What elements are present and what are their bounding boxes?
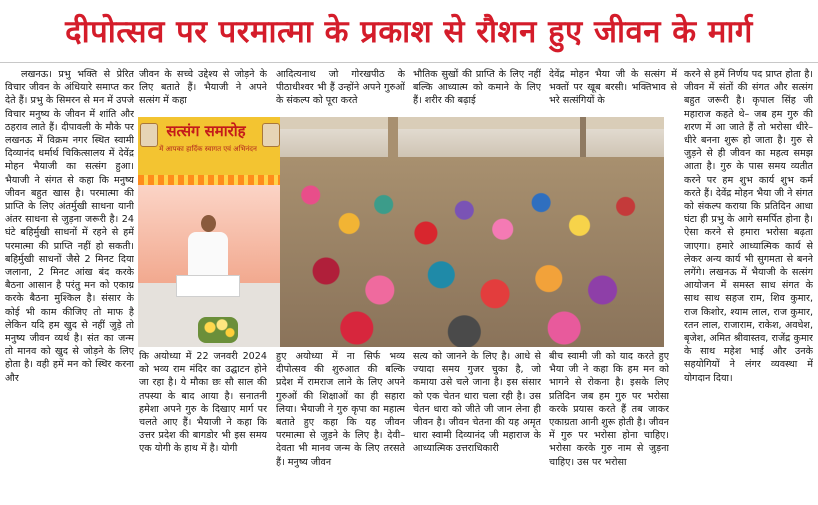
article-text-col2-top: जीवन के सच्चे उद्देश्य से जोड़ने के लिए बताते हैं। भैयाजी ने अपने सत्संग में कहा [139,69,267,107]
article-text-col3-top: आदित्यनाथ जो गोरखपीठ के पीठाधीश्वर भी हैं उन्होंने अपने गुरुओं के संकल्प को पूरा करते [276,69,405,107]
article-text-col2-bottom: कि अयोध्या में 22 जनवरी 2024 को भव्य राम मंदिर का उद्घाटन होने जा रहा है। ये मौका छः सौ साल की तपस्या के बाद आया है। सनातनी हमेशा अपने गुरु के दिखाए मार्ग पर चलते आए हैं। भैयाजी ने कहा कि उत्तर प्रदेश की बागडोर भी इस समय एक योगी के हाथ में है। योगी [139,351,267,455]
guru-portrait-right [262,123,280,147]
article-text-col1: लखनऊ। प्रभु भक्ति से प्रेरित विचार जीवन के अंधियारे समाप्त कर देते हैं। प्रभु के सिमरन से मन में उपजे विचार मनुष्य के जीवन में शांति और ठहराव लाते हैं। दीपावली के मौके पर लखनऊ में विक्रम नगर स्थित स्वामी दिव्यानंद धर्मार्थ चिकित्सालय में देवेंद्र मोहन भैयाजी का सत्संग हुआ। भैयाजी ने संगत से कहा कि मनुष्य जीवन बहुत खास है। परमात्मा की प्राप्ति के लिए अंतर्मुखी साधना यानी अंतर साधना से जुड़ना जरूरी है। 24 घंटे बहिर्मुखी साधनों में रहने से हमें परमात्मा की प्राप्ति नहीं हो सकती। बहिर्मुखी साधनों जैसे 2 मिनट दिया जलाना, 2 मिनट आंख बंद करके बैठना आसान है परंतु मन को एकाग्र करके बैठना मुश्किल है। संसार के कोई भी काम कीजिए तो माफ है लेकिन यदि हम खुद से नहीं जुड़े तो मनुष्य जीवन व्यर्थ है। संत का जन्म तो मानव को खुद से जोड़ने के लिए होता है। वही हमें मन को स्थिर करना और [5,69,134,384]
article-column-2-bottom [139,350,267,502]
flower-bouquet [198,317,238,343]
article-column-5-bottom [549,350,669,502]
banner-title: सत्संग समारोह [166,122,246,140]
article-column-1 [5,68,134,502]
satsang-banner [138,117,280,177]
seated-audience [280,157,664,347]
article-text-col6: करने से हमें निर्णय पद प्राप्त होता है। जीवन में संतों की संगत और सत्संग बहुत जरूरी है। कृपाल सिंह जी महाराज कहते थे– जब हम गुरु की शरण में आ जाते हैं तो भरोसा धीरे–धीरे बनना शुरू हो जाता है। गुरु से जुड़ने से ही जीवन का महत्व समझ आता है। गुरु के पास समय व्यतीत करने पर हम शुभ कार्य शुभ कर्म करते हैं। देवेंद्र मोहन भैया जी ने संगत को संकल्प कराया कि प्रतिदिन आधा घंटा ही प्रभु के आगे समर्पित होना है। ऐसा करने से हमारा भरोसा बढ़ता जाएगा। हमारे आध्यात्मिक कार्य से लेकर अन्य कार्य भी सुगमता से बनने लगेंगे। लखनऊ में भैयाजी के सत्संग आयोजन में समस्त साध संगत के साथ साथ सहज राम, शिव कुमार, राज किशोर, श्याम लाल, राज कुमार, रतन लाल, राजाराम, राकेश, अवधेश, बृजेश, अमित श्रीवास्तव, राजेंद्र कुमार के साथ महेश भाई और उनके सहयोगियों ने लंगर व्यवस्था में योगदान दिया। [684,69,813,384]
article-column-3-bottom [276,350,405,502]
article-column-5-top [549,68,677,116]
article-text-col3-bottom: हुए अयोध्या में ना सिर्फ भव्य दीपोत्सव की शुरुआत की बल्कि प्रदेश में रामराज लाने के लिए अपने गुरुओं की शिक्षाओं का ही सहारा लिया। भैयाजी ने गुरु कृपा का महात्म बताते हुए कहा कि यह जीवन परमात्मा से जुड़ने के लिए है। देवी–देवता भी मानव जन्म के लिए तरसते हैं। मनुष्य जीवन [276,351,405,468]
speaker-head [201,215,216,232]
article-text-col5-bottom: बीच स्वामी जी को याद करते हुए भैया जी ने कहा कि हम मन को भागने से रोकना है। इसके लिए प्रतिदिन जब हम गुरु पर भरोसा करके प्रयास करते हैं तब जाकर एकाग्रता आनी शुरू होती है। जीवन में गुरु पर भरोसा होना चाहिए। भरोसा करके गुरु नाम से जुड़ना चाहिए। उस पर भरोसा [549,351,669,468]
flower-garland [138,175,280,185]
headline-divider [0,62,818,63]
guru-portrait-left [140,123,158,147]
article-column-4-top [413,68,541,116]
article-column-6 [684,68,813,502]
article-text-col5-top: देवेंद्र मोहन भैया जी के सत्संग में भक्तों पर खूब बरसी। भक्तिभाव से भरे सत्संगियों के [549,69,677,107]
stage-speaker-photo [138,117,280,347]
article-column-3-top [276,68,405,116]
headline: दीपोत्सव पर परमात्मा के प्रकाश से रौशन हुए जीवन के मार्ग [65,14,753,50]
banner-subtitle: में आपका हार्दिक स्वागत एवं अभिनंदन [159,145,257,153]
podium [176,275,240,297]
article-column-2-top [139,68,267,116]
article-text-col4-top: भौतिक सुखों की प्राप्ति के लिए नहीं बल्कि आध्यात्म को कमाने के लिए हैं। शरीर की बढ़ाई [413,69,541,107]
audience-crowd-photo [280,117,664,347]
article-text-col4-bottom: सत्य को जानने के लिए है। आधे से ज्यादा समय गुजर चुका है, जो कमाया उसे चले जाना है। इस संसार को एक चेतन धारा चला रही है। उस चेतन धारा को जीते जी जान लेना ही जीवन है। जीवन चेतना की यह अमृत धारा स्वामी दिव्यानंद जी महाराज के आध्यात्मिक उत्तराधिकारी [413,351,541,455]
pavilion-roof [280,117,664,129]
article-column-4-bottom [413,350,541,502]
